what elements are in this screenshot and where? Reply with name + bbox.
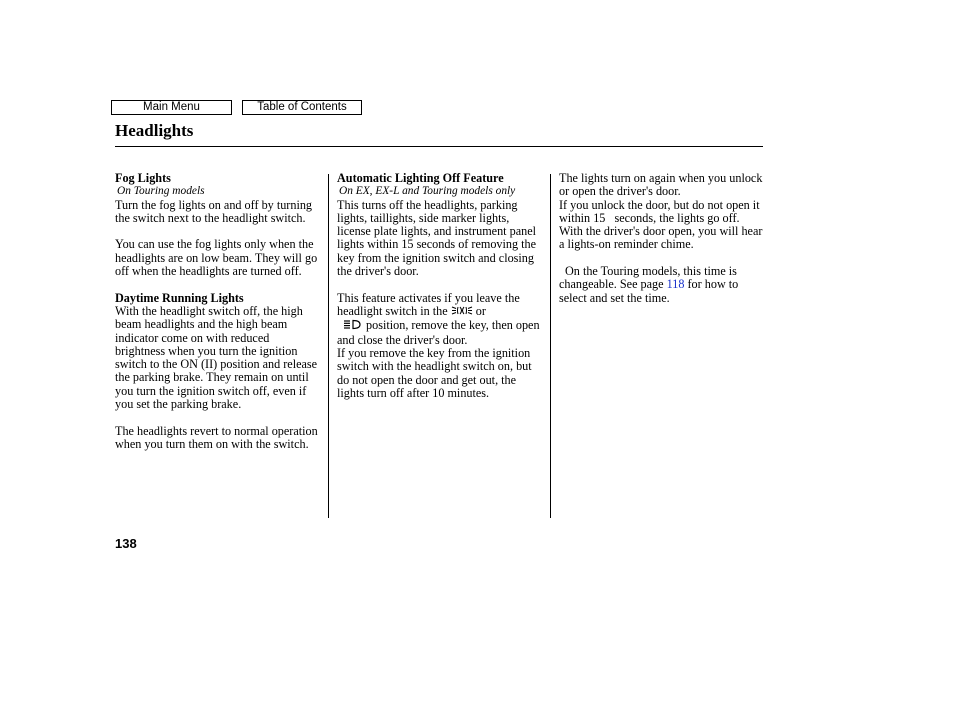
column-3-paragraph-3: [559, 265, 765, 305]
paragraph-2-text-a: This feature activates if you leave the headlight switch in the: [337, 290, 520, 318]
column-3: [559, 172, 765, 305]
column-3-paragraph-1: The lights turn on again when you unlock or open the driver's door.: [559, 171, 763, 199]
page-number: 138: [115, 536, 137, 551]
daytime-running-lights-heading: Daytime Running Lights: [115, 290, 244, 305]
automatic-lighting-off-heading: Automatic Lighting Off Feature: [337, 171, 504, 185]
table-of-contents-button[interactable]: Table of Contents: [242, 100, 362, 115]
automatic-lighting-off-paragraph-1: This turns off the headlights, parking lights, taillights, side marker lights, license plate lights, and instrument panel lights within 15 seconds of removing the key from the ignition switch and closing the driver's door.: [337, 197, 537, 279]
column-1: [115, 172, 320, 451]
page-118-link[interactable]: 118: [666, 277, 685, 292]
main-menu-button[interactable]: Main Menu: [111, 100, 232, 115]
paragraph-3-text-a: On the Touring models, this time is changeable. See page: [559, 264, 737, 292]
paragraph-3-text-b: for how to select and set the time.: [559, 277, 739, 305]
automatic-lighting-off-paragraph-3: If you remove the key from the ignition switch with the headlight switch on, but do not open the door and get out, the lights turn off after 10 minutes.: [337, 345, 532, 400]
daytime-running-lights-paragraph-2: The headlights revert to normal operation when you turn them on with the switch.: [115, 423, 318, 451]
column-2: [337, 172, 543, 400]
paragraph-2-or: or: [475, 303, 486, 318]
column-divider-2: [550, 174, 551, 518]
daytime-running-lights-paragraph-1: With the headlight switch off, the high beam headlights and the high beam indicator come on with reduced brightness when you turn the ignition switch to the ON (II) position and release the parking brake. They remain on until you turn the ignition switch off, even if you set the parking brake.: [115, 303, 318, 412]
automatic-lighting-off-paragraph-2: [337, 292, 543, 347]
headlight-icon: [343, 319, 363, 333]
parking-lights-icon: [451, 305, 473, 319]
fog-lights-paragraph-1: Turn the fog lights on and off by turning the switch next to the headlight switch.: [115, 197, 313, 225]
paragraph-2-text-b: position, remove the key, then open and close the driver's door.: [337, 318, 540, 347]
column-3-paragraph-2: If you unlock the door, but do not open it within 15 seconds, the lights go off. With the driver's door open, you will hear a lights-on reminder chime.: [559, 197, 766, 252]
page-title: Headlights: [115, 121, 194, 140]
fog-lights-heading: Fog Lights: [115, 171, 171, 185]
fog-lights-paragraph-2: You can use the fog lights only when the headlights are on low beam. They will go off when the headlights are turned off.: [115, 237, 318, 279]
automatic-lighting-off-subheading: On EX, EX-L and Touring models only: [339, 185, 516, 198]
fog-lights-subheading: On Touring models: [117, 185, 205, 198]
title-divider: [115, 146, 763, 147]
column-divider-1: [328, 174, 329, 518]
